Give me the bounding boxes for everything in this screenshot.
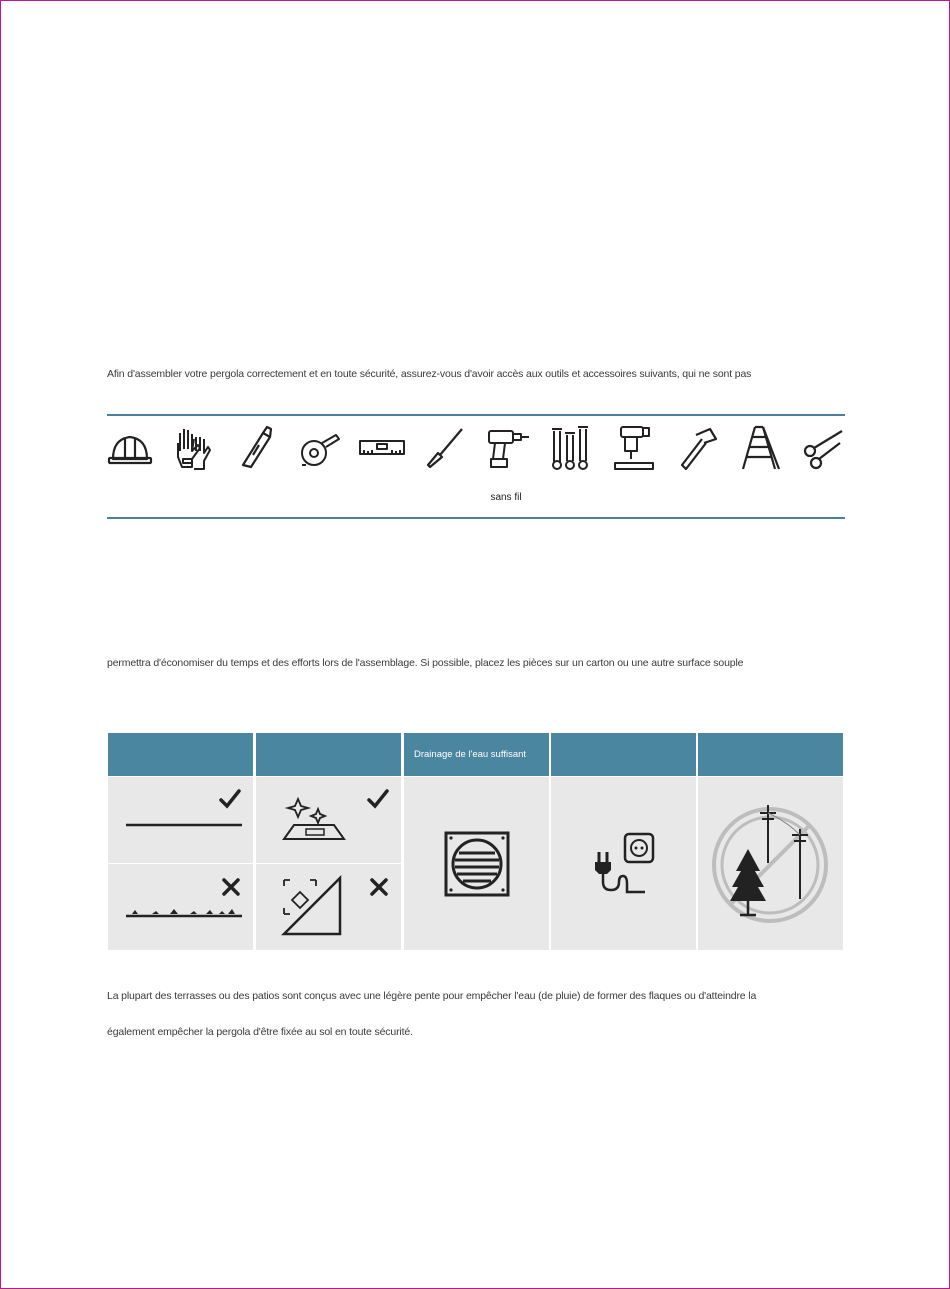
- requirements-column-4: [551, 733, 696, 776]
- tape-measure-icon: [296, 425, 342, 471]
- drill-press-icon: [611, 425, 657, 471]
- drill-caption: sans fil: [490, 492, 522, 503]
- power-outlet-cell: [551, 777, 696, 950]
- column-2-header: [256, 733, 401, 776]
- tools-intro-paragraph: Afin d'assembler votre pergola correctement et en toute sécurité, assurez-vous d'avoir accès aux outils et accessoires suivants, qui ne sont pas: [107, 368, 752, 380]
- hard-hat-icon: [107, 425, 153, 471]
- column-3-header: Drainage de l'eau suffisant: [404, 733, 549, 776]
- scissors-icon: [800, 425, 846, 471]
- screwdriver-icon: [422, 425, 468, 471]
- cross-icon: [368, 876, 390, 898]
- clean-surface-icon: [280, 795, 350, 847]
- tools-top-rule: [107, 414, 845, 416]
- slope-surface-icon: [280, 874, 350, 938]
- hammer-icon: [674, 425, 720, 471]
- slope-paragraph-line-1: La plupart des terrasses ou des patios sont conçus avec une légère pente pour empêcher l'eau (de pluie) de former des flaques ou d'atteindre la: [107, 990, 757, 1002]
- cross-icon: [220, 876, 242, 898]
- wrenches-icon: [548, 425, 594, 471]
- gloves-icon: [170, 425, 216, 471]
- flat-surface-cell: [108, 777, 253, 863]
- power-plug-socket-icon: [593, 832, 657, 898]
- cordless-drill-icon: [485, 425, 531, 471]
- tools-row: [107, 425, 845, 473]
- column-4-header: [551, 733, 696, 776]
- check-icon: [366, 787, 390, 811]
- slope-surface-cell: [256, 864, 401, 950]
- utility-knife-icon: [233, 425, 279, 471]
- uneven-surface-cell: [108, 864, 253, 950]
- requirements-column-5: [698, 733, 843, 776]
- drain-grate-icon: [444, 831, 510, 897]
- spirit-level-icon: [359, 425, 405, 471]
- obstacles-cell: [698, 777, 843, 950]
- uneven-surface-icon: [124, 900, 249, 920]
- no-trees-powerlines-icon: [710, 803, 830, 923]
- requirements-column-3: [404, 733, 549, 776]
- tools-bottom-rule: [107, 517, 845, 519]
- clean-surface-cell: [256, 777, 401, 863]
- drainage-cell: [404, 777, 549, 950]
- ladder-icon: [737, 425, 783, 471]
- parts-intro-paragraph: permettra d'économiser du temps et des efforts lors de l'assemblage. Si possible, placez les pièces sur un carton ou une autre surface souple: [107, 657, 744, 669]
- slope-paragraph-line-2: également empêcher la pergola d'être fixée au sol en toute sécurité.: [107, 1026, 413, 1038]
- check-icon: [218, 787, 242, 811]
- requirements-column-2: [256, 733, 401, 776]
- column-5-header: [698, 733, 843, 776]
- column-1-header: [108, 733, 253, 776]
- requirements-column-1: [108, 733, 253, 776]
